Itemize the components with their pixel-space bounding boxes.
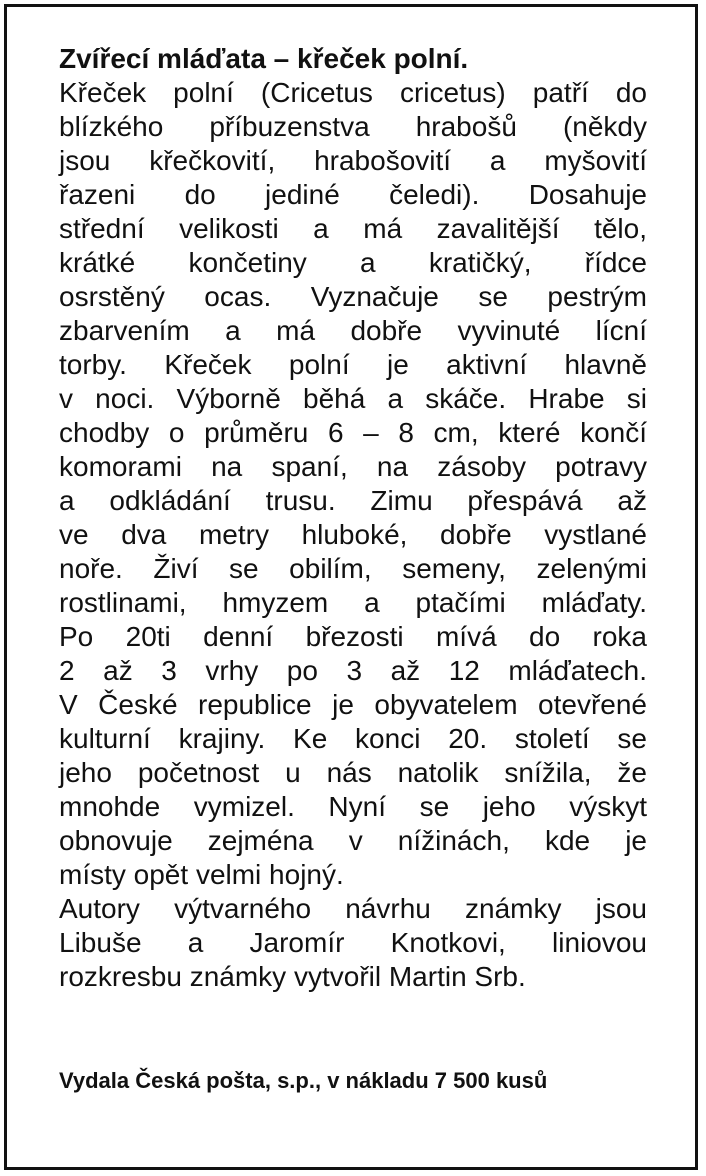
text-line: 2 až 3 vrhy po 3 až 12 mláďatech. xyxy=(59,655,647,686)
text-line: torby. Křeček polní je aktivní hlavně xyxy=(59,349,647,380)
text-line: mnohde vymizel. Nyní se jeho výskyt xyxy=(59,791,647,822)
text-line: řazeni do jediné čeledi). Dosahuje xyxy=(59,179,647,210)
text-line: noře. Živí se obilím, semeny, zelenými xyxy=(59,553,647,584)
text-line: a odkládání trusu. Zimu přespává až xyxy=(59,485,647,516)
text-line: ve dva metry hluboké, dobře vystlané xyxy=(59,519,647,550)
text-line: blízkého příbuzenstva hrabošů (někdy xyxy=(59,111,647,142)
text-line: Křeček polní (Cricetus cricetus) patří do xyxy=(59,77,647,108)
text-line: osrstěný ocas. Vyznačuje se pestrým xyxy=(59,281,647,312)
text-line: střední velikosti a má zavalitější tělo, xyxy=(59,213,647,244)
text-line: Libuše a Jaromír Knotkovi, liniovou xyxy=(59,927,647,958)
text-line: obnovuje zejména v nížinách, kde je xyxy=(59,825,647,856)
text-line: rostlinami, hmyzem a ptačími mláďaty. xyxy=(59,587,647,618)
leaflet-text-block xyxy=(59,42,647,994)
text-line: jeho početnost u nás natolik snížila, že xyxy=(59,757,647,788)
text-line: zbarvením a má dobře vyvinuté lícní xyxy=(59,315,647,346)
text-line: komorami na spaní, na zásoby potravy xyxy=(59,451,647,482)
text-line: krátké končetiny a kratičký, řídce xyxy=(59,247,647,278)
text-line: Autory výtvarného návrhu známky jsou xyxy=(59,893,647,924)
paragraph-credits xyxy=(59,892,647,994)
text-line: jsou křečkovití, hrabošovití a myšovití xyxy=(59,145,647,176)
text-line: v noci. Výborně běhá a skáče. Hrabe si xyxy=(59,383,647,414)
paragraph-description xyxy=(59,76,647,892)
text-line: místy opět velmi hojný. xyxy=(59,859,344,890)
publisher-footer: Vydala Česká pošta, s.p., v nákladu 7 500 kusů xyxy=(59,1068,548,1093)
document-title: Zvířecí mláďata – křeček polní. xyxy=(59,43,469,74)
text-line: V České republice je obyvatelem otevřené xyxy=(59,689,647,720)
text-line: kulturní krajiny. Ke konci 20. století se xyxy=(59,723,647,754)
text-line: Po 20ti denní březosti mívá do roka xyxy=(59,621,647,652)
text-line: chodby o průměru 6 – 8 cm, které končí xyxy=(59,417,647,448)
text-line: rozkresbu známky vytvořil Martin Srb. xyxy=(59,961,526,992)
